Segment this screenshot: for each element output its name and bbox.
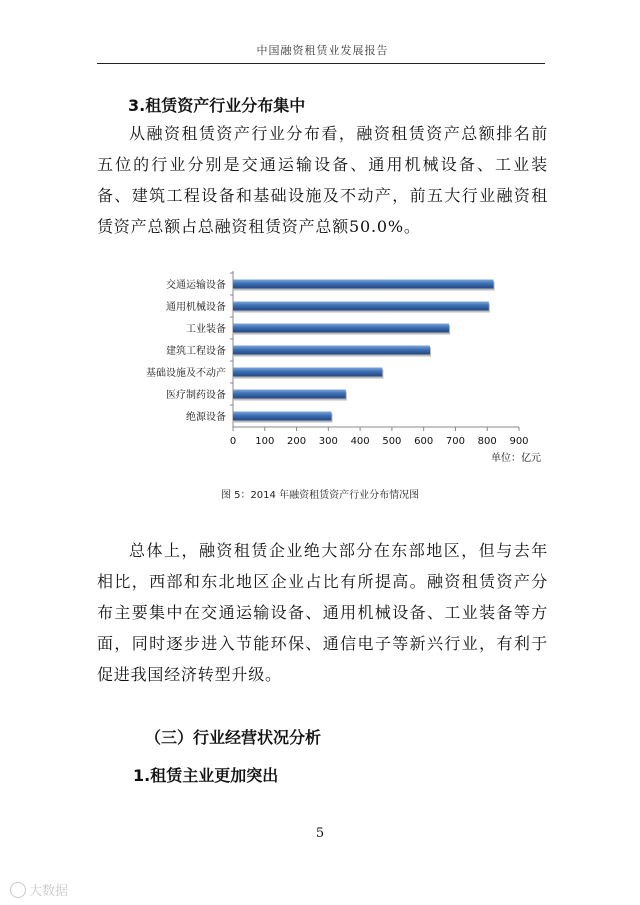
category-label: 建筑工程设备 — [166, 346, 226, 357]
category-label: 工业装备 — [186, 324, 226, 335]
x-tick-label: 300 — [318, 436, 338, 447]
bar-chart — [130, 265, 550, 470]
category-label: 通用机械设备 — [166, 302, 226, 313]
x-tick-label: 600 — [414, 436, 434, 447]
x-tick-label: 500 — [382, 436, 402, 447]
bar-0 — [233, 280, 494, 289]
x-tick-label: 800 — [477, 436, 497, 447]
bar-4 — [233, 368, 382, 377]
unit-label: 单位：亿元 — [491, 453, 541, 464]
subheading-leasing-core: 1.租赁主业更加突出 — [133, 766, 279, 785]
paragraph-2: 总体上，融资租赁企业绝大部分在东部地区，但与去年相比，西部和东北地区企业占比有所提高。融资租赁资产分布主要集中在交通运输设备、通用机械设备、工业装备等方面，同时逐步进入节能环保、通信电子等新兴行业，有利于促进我国经济转型升级。 — [97, 541, 548, 684]
watermark-text: 大数据 — [29, 884, 69, 899]
watermark — [10, 880, 68, 899]
bar-5 — [233, 390, 346, 399]
page-header: 中国融资租赁业发展报告 — [256, 44, 389, 57]
x-tick-label: 200 — [287, 436, 307, 447]
x-tick-label: 100 — [255, 436, 275, 447]
figure-caption: 图 5：2014 年融资租赁资产行业分布情况图 — [220, 490, 420, 501]
category-label: 医疗制药设备 — [166, 390, 226, 401]
bar-3 — [233, 346, 430, 355]
chart-svg — [130, 265, 550, 470]
header-rule — [97, 63, 545, 64]
bar-1 — [233, 302, 489, 311]
x-tick-label: 0 — [229, 436, 237, 447]
category-label: 交通运输设备 — [166, 280, 226, 291]
x-tick-label: 700 — [445, 436, 465, 447]
bar-2 — [233, 324, 449, 333]
x-tick-label: 400 — [350, 436, 370, 447]
watermark-logo-icon — [10, 882, 26, 898]
subheading-business-analysis: （三）行业经营状况分析 — [145, 728, 322, 747]
bar-6 — [233, 412, 332, 421]
section-heading: 3.租赁资产行业分布集中 — [128, 96, 306, 115]
page-number: 5 — [315, 826, 325, 841]
x-tick-label: 900 — [509, 436, 529, 447]
category-label: 绝源设备 — [186, 412, 226, 423]
paragraph-1: 从融资租赁资产行业分布看，融资租赁资产总额排名前五位的行业分别是交通运输设备、通用机械设备、工业装备、建筑工程设备和基础设施及不动产，前五大行业融资租赁资产总额占总融资租赁资产总额50.0%。 — [97, 124, 548, 236]
category-label: 基础设施及不动产 — [146, 368, 226, 379]
